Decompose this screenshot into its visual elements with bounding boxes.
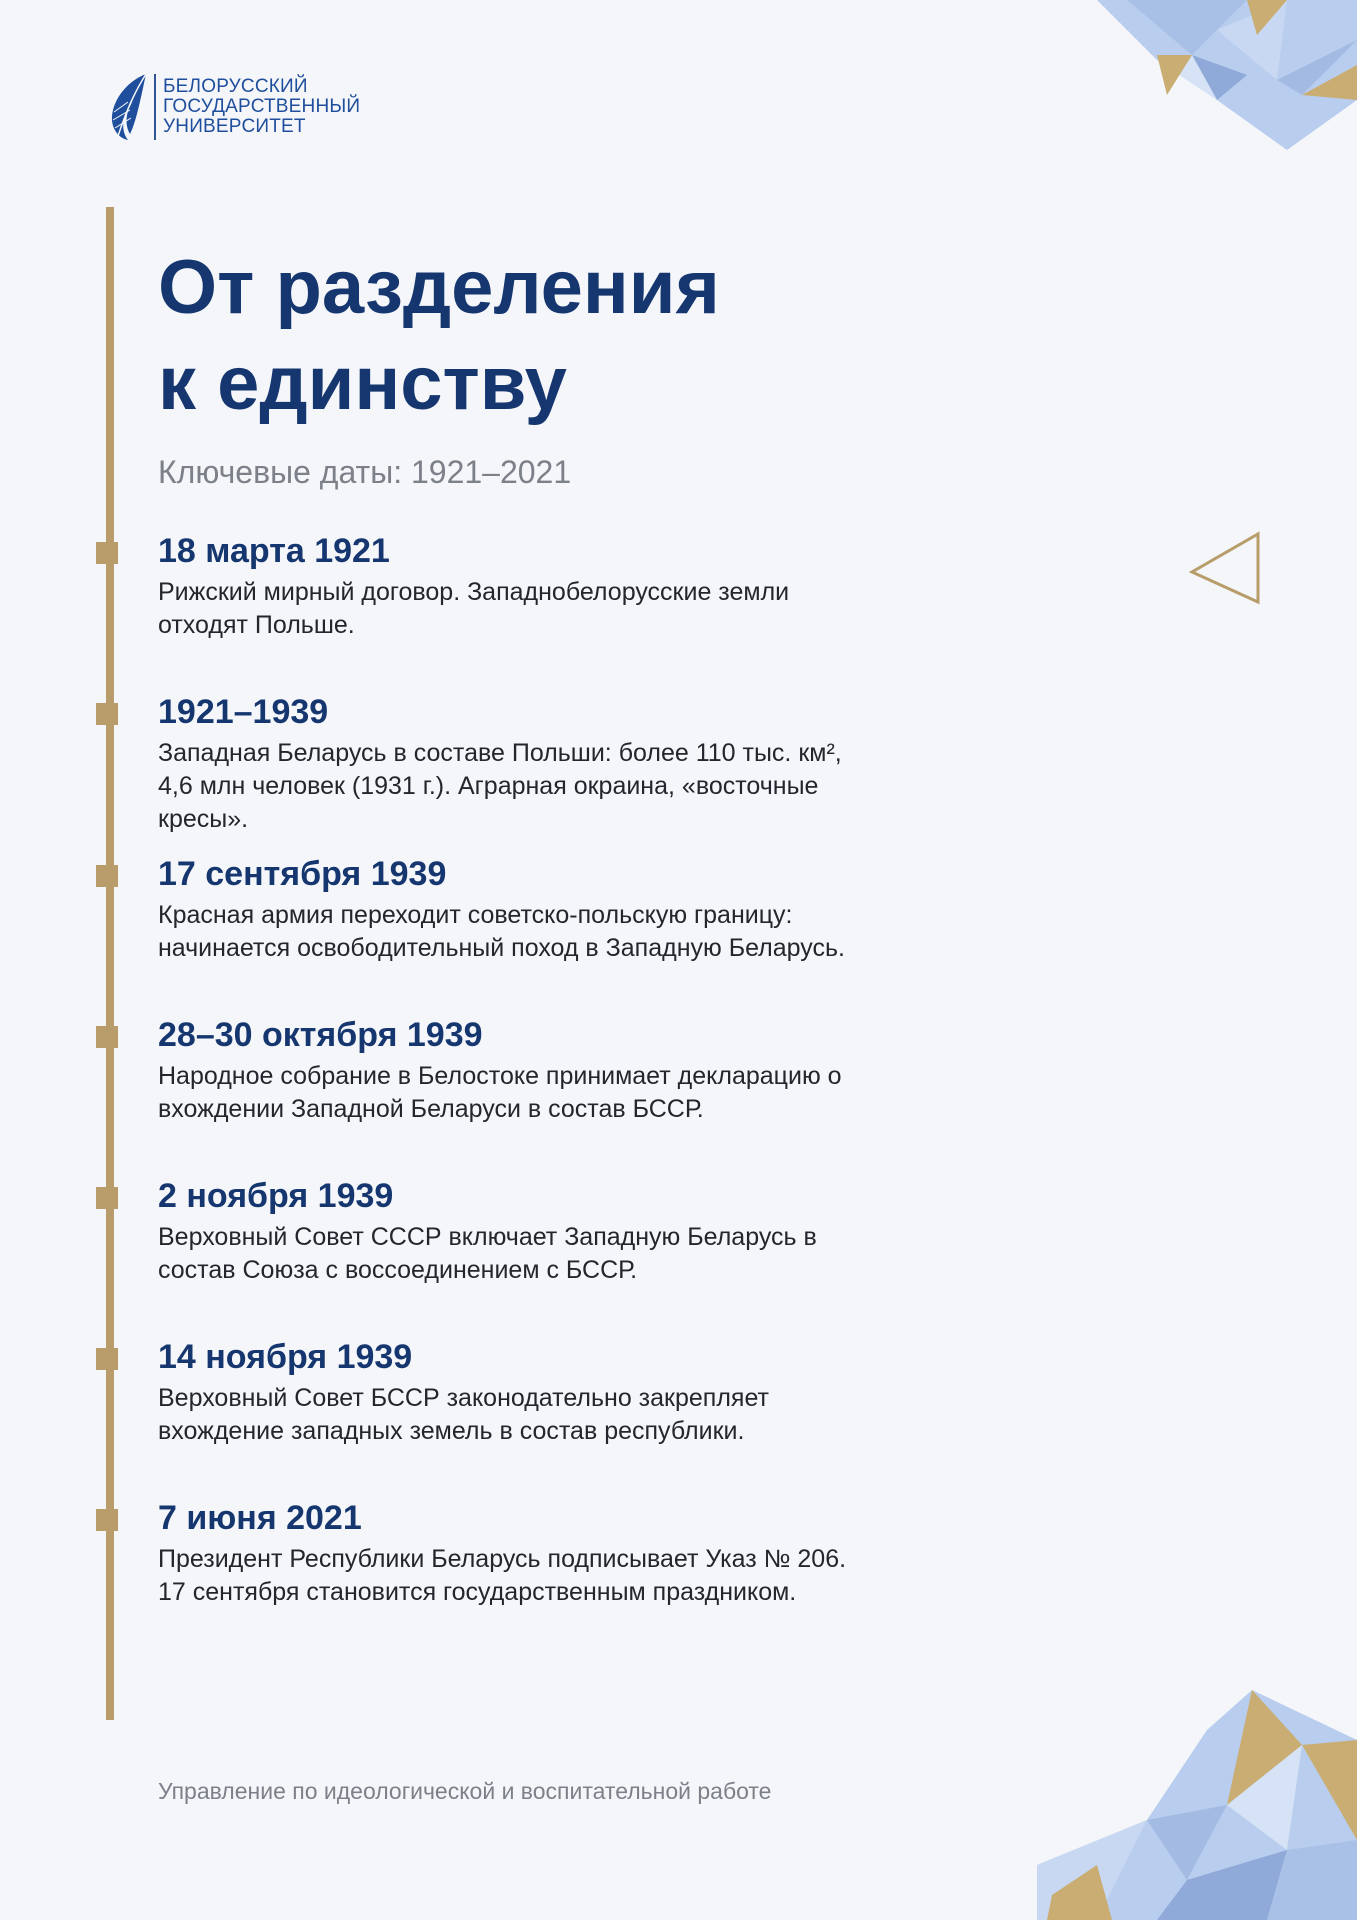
logo-wordmark bbox=[163, 77, 360, 137]
timeline-event bbox=[158, 691, 918, 836]
university-logo bbox=[106, 72, 360, 142]
timeline-marker bbox=[96, 1187, 118, 1209]
timeline-marker bbox=[96, 703, 118, 725]
event-description bbox=[158, 1221, 918, 1287]
event-date: 14 ноября 1939 bbox=[158, 1338, 413, 1376]
desc-line: Западная Беларусь в составе Польши: более 110 тыс. км², bbox=[158, 739, 842, 767]
timeline-event bbox=[158, 1497, 918, 1609]
timeline-event bbox=[158, 1175, 918, 1287]
logo-line-3: УНИВЕРСИТЕТ bbox=[163, 116, 306, 137]
timeline-event bbox=[158, 530, 918, 642]
timeline-event bbox=[158, 1014, 918, 1126]
desc-line: Президент Республики Беларусь подписывает Указ № 206. bbox=[158, 1545, 847, 1573]
event-description bbox=[158, 1382, 918, 1448]
desc-line: вхождение западных земель в состав республики. bbox=[158, 1417, 745, 1445]
event-description bbox=[158, 1060, 918, 1126]
title-line-2: к единству bbox=[158, 341, 567, 426]
desc-line: 17 сентября становится государственным праздником. bbox=[158, 1578, 797, 1606]
desc-line: начинается освободительный поход в Западную Беларусь. bbox=[158, 934, 845, 962]
event-date: 18 марта 1921 bbox=[158, 532, 390, 570]
desc-line: 4,6 млн человек (1931 г.). Аграрная окраина, «восточные bbox=[158, 772, 819, 800]
logo-line-1: БЕЛОРУССКИЙ bbox=[163, 76, 308, 97]
event-description bbox=[158, 576, 918, 642]
page-title bbox=[158, 240, 720, 432]
event-description bbox=[158, 899, 918, 965]
triangle-outline-icon bbox=[1188, 530, 1262, 606]
timeline-marker bbox=[96, 1026, 118, 1048]
event-date: 7 июня 2021 bbox=[158, 1499, 362, 1537]
desc-line: Верховный Совет СССР включает Западную Беларусь в bbox=[158, 1223, 817, 1251]
desc-line: Верховный Совет БССР законодательно закрепляет bbox=[158, 1384, 769, 1412]
event-description bbox=[158, 737, 918, 836]
subtitle: Ключевые даты: 1921–2021 bbox=[158, 454, 572, 490]
desc-line: вхождении Западной Беларуси в состав БССР. bbox=[158, 1095, 704, 1123]
desc-line: Красная армия переходит советско-польскую границу: bbox=[158, 901, 793, 929]
event-description bbox=[158, 1543, 918, 1609]
timeline-marker bbox=[96, 542, 118, 564]
timeline-event bbox=[158, 1336, 918, 1448]
event-date: 17 сентября 1939 bbox=[158, 855, 447, 893]
footer-text: Управление по идеологической и воспитательной работе bbox=[158, 1778, 772, 1804]
decorative-polygon-top-right bbox=[1097, 0, 1357, 150]
desc-line: состав Союза с воссоединением с БССР. bbox=[158, 1256, 638, 1284]
timeline-rail bbox=[106, 207, 114, 1720]
logo-divider bbox=[154, 74, 156, 140]
event-date: 2 ноября 1939 bbox=[158, 1177, 394, 1215]
timeline-event bbox=[158, 853, 918, 965]
desc-line: Рижский мирный договор. Западнобелорусские земли bbox=[158, 578, 790, 606]
event-date: 28–30 октября 1939 bbox=[158, 1016, 483, 1054]
logo-line-2: ГОСУДАРСТВЕННЫЙ bbox=[163, 96, 361, 117]
desc-line: отходят Польше. bbox=[158, 611, 355, 639]
timeline-marker bbox=[96, 1509, 118, 1531]
title-line-1: От разделения bbox=[158, 245, 720, 330]
desc-line: кресы». bbox=[158, 805, 249, 833]
feather-emblem-icon bbox=[106, 72, 150, 142]
timeline-marker bbox=[96, 865, 118, 887]
event-date: 1921–1939 bbox=[158, 693, 329, 731]
decorative-polygon-bottom-right bbox=[1037, 1690, 1357, 1920]
timeline-marker bbox=[96, 1348, 118, 1370]
desc-line: Народное собрание в Белостоке принимает декларацию о bbox=[158, 1062, 842, 1090]
